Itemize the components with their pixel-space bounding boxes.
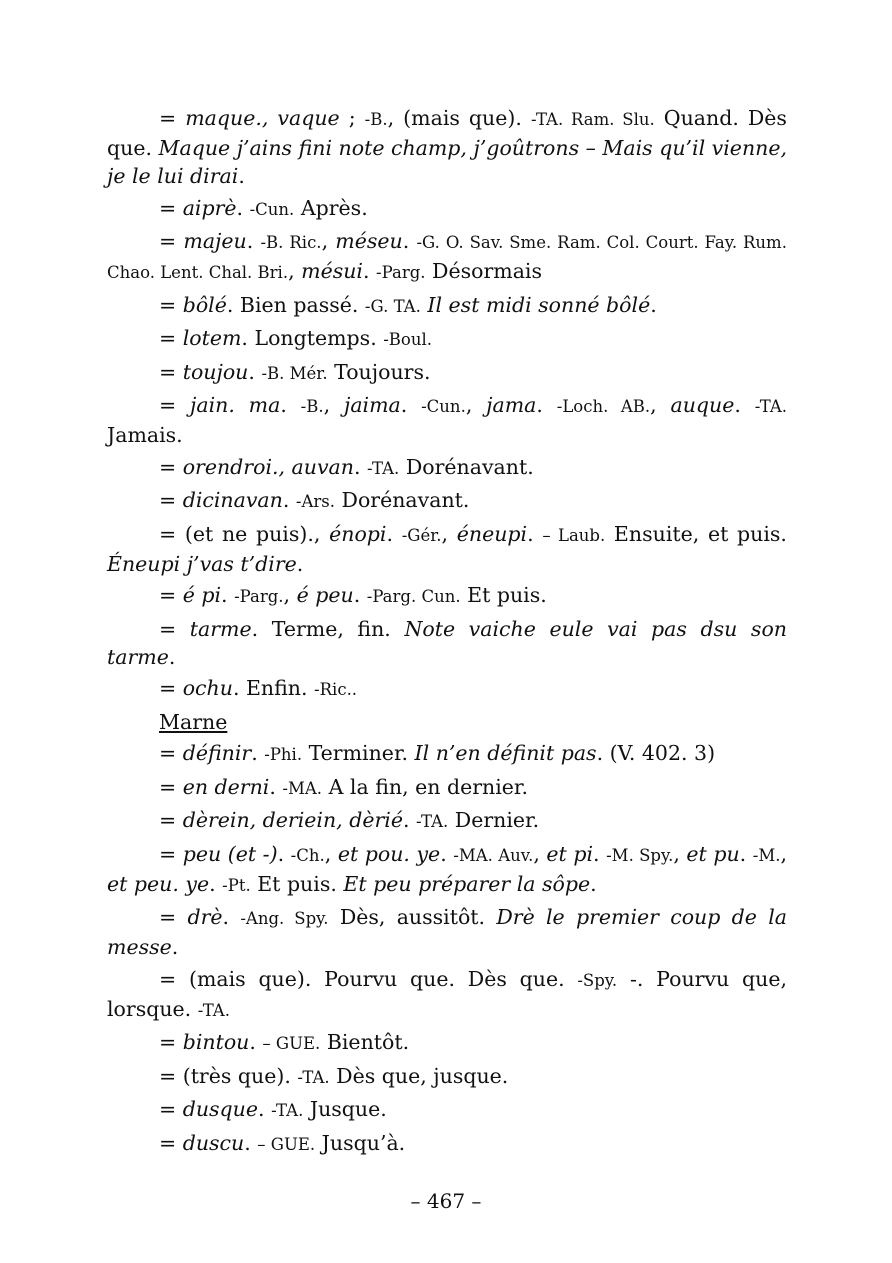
entry-text: Dernier. xyxy=(448,808,540,832)
dictionary-entry xyxy=(107,773,787,803)
italic-term: lotem xyxy=(182,326,242,350)
entry-text: = xyxy=(159,905,188,929)
entry-text: A la fin, en dernier. xyxy=(322,774,528,799)
entry-text: . Enfin. xyxy=(232,676,315,700)
entry-text: = xyxy=(159,1097,183,1121)
entry-text: = xyxy=(159,393,190,417)
source-abbreviation: -Spy. xyxy=(577,970,618,990)
dictionary-entry xyxy=(107,227,787,287)
entry-text: = xyxy=(159,359,183,384)
source-abbreviation: -TA. xyxy=(197,1000,230,1020)
source-abbreviation: -Cun. xyxy=(249,199,295,219)
italic-term: énopi xyxy=(329,521,387,546)
source-abbreviation: -G. O. Sav. Sme. Ram. Col. Court. Fay. Rum. Chao. Lent. Chal. Bri. xyxy=(107,233,787,282)
italic-term: drè xyxy=(187,905,223,929)
entry-text: ; xyxy=(339,106,365,130)
entry-text: . xyxy=(251,741,265,765)
entry-text: . xyxy=(258,1097,272,1121)
source-abbreviation: -Parg. Cun. xyxy=(366,587,461,606)
dictionary-entry xyxy=(107,965,787,1025)
italic-term: jama xyxy=(486,393,537,417)
italic-term: é pi xyxy=(182,583,222,607)
entry-text: . xyxy=(282,488,296,512)
dictionary-entry xyxy=(107,104,787,190)
italic-term: é peu xyxy=(296,583,354,607)
source-abbreviation: – GUE. xyxy=(262,1034,321,1053)
entry-text: . Bien passé. xyxy=(226,292,365,317)
source-abbreviation: -TA. xyxy=(271,1101,304,1120)
entry-text: . xyxy=(244,1130,258,1155)
italic-term: Éneupi j’vas t’dire xyxy=(107,551,297,576)
entry-text: Bientôt. xyxy=(320,1030,410,1054)
entry-text: . xyxy=(171,935,179,959)
entry-text: . xyxy=(277,841,291,866)
dictionary-entry xyxy=(107,324,787,354)
dictionary-entry xyxy=(107,194,787,224)
source-abbreviation: -TA. xyxy=(416,812,449,831)
entry-text: = xyxy=(159,229,184,253)
entry-text: = xyxy=(159,616,190,641)
italic-term: duscu xyxy=(182,1130,245,1155)
entry-text: Dès, aussitôt. xyxy=(328,905,497,929)
italic-term: méseu xyxy=(335,229,403,253)
source-abbreviation: -MA. xyxy=(282,778,323,798)
dictionary-entry xyxy=(107,1095,787,1125)
source-abbreviation: -Ars. xyxy=(295,492,335,511)
entry-text: . xyxy=(221,583,235,607)
entry-text: = xyxy=(159,195,183,220)
dictionary-entry xyxy=(107,674,787,704)
entry-text: , xyxy=(780,841,787,866)
page-number: – 467 – xyxy=(410,1189,482,1213)
italic-term: en derni xyxy=(182,774,270,799)
italic-term: Il est midi sonné bôlé xyxy=(427,292,651,317)
entry-text: . xyxy=(402,808,417,832)
source-abbreviation: – Laub. xyxy=(542,525,606,545)
source-abbreviation: -TA. Ram. Slu. xyxy=(530,110,655,129)
entry-text: , xyxy=(324,841,338,866)
entry-text: , xyxy=(288,259,302,283)
italic-term: Il n’en définit pas xyxy=(414,741,597,765)
dictionary-entry xyxy=(107,903,787,961)
entry-text: . xyxy=(590,871,597,896)
italic-term: ochu xyxy=(182,676,233,700)
dictionary-entry xyxy=(107,291,787,321)
entry-text: . xyxy=(168,644,176,669)
entry-text: Toujours. xyxy=(327,359,431,384)
entry-text: . xyxy=(246,229,261,253)
dictionary-entry xyxy=(107,840,787,900)
italic-term: jaima xyxy=(343,393,401,417)
source-abbreviation: -Pt. xyxy=(222,875,251,895)
source-abbreviation: -Phi. xyxy=(264,745,303,764)
italic-term: tarme xyxy=(189,616,252,641)
italic-term: Note vaiche eule vai pas dsu son tarme xyxy=(107,616,787,669)
source-abbreviation: -M. xyxy=(752,845,781,865)
italic-term: mésui xyxy=(301,259,363,283)
dictionary-entry xyxy=(107,1062,787,1092)
entry-text: . xyxy=(296,551,304,576)
entry-text: , xyxy=(323,393,344,417)
dictionary-entry xyxy=(107,581,787,611)
entry-text: . xyxy=(353,454,368,479)
italic-term: jain. ma xyxy=(190,393,281,417)
italic-term: et pu xyxy=(686,841,740,866)
dictionary-entry xyxy=(107,1129,787,1159)
entry-text: . xyxy=(527,521,543,546)
source-abbreviation: -TA. xyxy=(367,458,400,478)
entry-text: . xyxy=(238,164,245,188)
entry-text: . (V. 402. 3) xyxy=(596,741,716,765)
entry-text: , xyxy=(465,393,487,417)
source-abbreviation: -Ch. xyxy=(290,845,325,865)
entry-text: . xyxy=(249,1030,263,1054)
entry-text: = xyxy=(159,292,183,317)
italic-term: définir xyxy=(182,741,252,765)
entry-text: Jamais. xyxy=(107,423,183,447)
dictionary-entry xyxy=(107,1028,787,1058)
dictionary-entry xyxy=(107,486,787,516)
italic-term: toujou xyxy=(182,359,249,384)
source-abbreviation: -B. Ric. xyxy=(260,233,322,252)
source-abbreviation: -B. xyxy=(364,110,388,129)
source-abbreviation: -Ang. Spy. xyxy=(240,909,329,928)
entry-text: = xyxy=(159,676,183,700)
source-abbreviation: -TA. xyxy=(754,397,787,416)
italic-term: peu (et -) xyxy=(182,841,278,866)
italic-term: bôlé xyxy=(182,292,227,317)
entry-text: = xyxy=(159,841,183,866)
entry-text: , xyxy=(673,841,687,866)
source-abbreviation: -MA. Auv. xyxy=(453,845,534,865)
entry-text: . xyxy=(269,774,283,799)
dictionary-entry xyxy=(107,453,787,483)
entry-text: Après. xyxy=(294,195,368,220)
entry-text: . xyxy=(650,292,657,317)
dictionary-entry xyxy=(107,739,787,769)
entry-text: . xyxy=(402,229,417,253)
italic-term: majeu xyxy=(183,229,247,253)
entry-text: = xyxy=(159,774,183,799)
source-abbreviation: -G. TA. xyxy=(364,296,421,316)
source-abbreviation: -Gér. xyxy=(401,525,442,545)
entry-text: = xyxy=(159,488,183,512)
italic-term: Maque j’ains fini note champ, j’goûtrons – Mais qu’il vienne, je le lui dirai xyxy=(107,136,787,188)
entry-text: , xyxy=(533,841,547,866)
entry-text: = xyxy=(159,454,183,479)
entry-text: = xyxy=(159,326,183,350)
entry-text: . xyxy=(248,359,262,384)
italic-term: orendroi., auvan xyxy=(182,454,354,479)
section-heading: Marne xyxy=(159,709,228,734)
entry-text: = xyxy=(159,583,183,607)
entry-text: Jusqu’à. xyxy=(315,1130,406,1155)
italic-term: et peu. ye xyxy=(107,871,210,896)
dictionary-entry xyxy=(107,615,787,671)
source-abbreviation: -M. Spy. xyxy=(606,845,674,865)
source-abbreviation: -Boul. xyxy=(383,330,433,349)
source-abbreviation: -Parg. xyxy=(234,587,284,606)
entry-text: = (mais que). Pourvu que. Dès que. xyxy=(159,966,578,991)
entry-text: . xyxy=(353,583,367,607)
dictionary-entry xyxy=(107,358,787,388)
entry-text: , xyxy=(283,583,297,607)
italic-term: Et peu préparer la sôpe xyxy=(343,871,591,896)
italic-term: Drè le premier coup de la messe xyxy=(107,905,787,959)
italic-term: bintou xyxy=(182,1030,250,1054)
entry-text: = (très que). xyxy=(159,1063,298,1088)
entry-text: -. Pourvu que, lorsque. xyxy=(107,966,787,1021)
source-abbreviation: -TA. xyxy=(297,1067,330,1087)
dictionary-entry xyxy=(107,806,787,836)
entry-text: . xyxy=(536,393,557,417)
italic-term: et pou. ye xyxy=(337,841,441,866)
entry-text: , (mais que). xyxy=(387,106,531,130)
entry-text: = xyxy=(159,1130,183,1155)
entry-text: = xyxy=(159,741,183,765)
entry-text: . xyxy=(734,393,755,417)
entry-text: , xyxy=(441,521,457,546)
entry-text: = xyxy=(159,1030,183,1054)
italic-term: maque., vaque xyxy=(185,106,340,130)
source-abbreviation: -Cun. xyxy=(421,397,466,416)
entry-text: . xyxy=(400,393,422,417)
entry-text: . Longtemps. xyxy=(241,326,384,350)
source-abbreviation: – GUE. xyxy=(257,1134,316,1154)
entry-text: Désormais xyxy=(425,259,542,283)
italic-term: auque xyxy=(670,393,735,417)
dictionary-entry xyxy=(107,520,787,578)
source-abbreviation: -B. Mér. xyxy=(261,363,328,383)
italic-term: aiprè xyxy=(182,195,237,220)
entry-text: . xyxy=(280,393,301,417)
source-abbreviation: -Parg. xyxy=(376,263,426,282)
entry-text: = xyxy=(159,106,186,130)
entry-text: , xyxy=(650,393,671,417)
italic-term: dicinavan xyxy=(182,488,283,512)
italic-term: éneupi xyxy=(456,521,528,546)
italic-term: et pi xyxy=(546,841,594,866)
italic-term: dusque xyxy=(182,1097,259,1121)
entry-text: Et puis. xyxy=(250,871,344,896)
entry-text: Jusque. xyxy=(303,1097,387,1121)
entry-text: Et puis. xyxy=(460,583,547,607)
source-abbreviation: -Ric.. xyxy=(314,680,358,699)
entry-text: . xyxy=(593,841,607,866)
entry-text: . xyxy=(222,905,241,929)
dictionary-entry xyxy=(107,391,787,449)
dictionary-page xyxy=(107,104,787,1162)
entry-text: . xyxy=(386,521,402,546)
entry-text: . xyxy=(209,871,223,896)
italic-term: dèrein, deriein, dèrié xyxy=(182,808,403,832)
entry-text: , xyxy=(321,229,336,253)
entry-text: . xyxy=(236,195,250,220)
entry-text: Terminer. xyxy=(302,741,415,765)
entry-text: Dorénavant. xyxy=(399,454,534,479)
entry-text: . xyxy=(739,841,753,866)
source-abbreviation: -B. xyxy=(300,397,324,416)
source-abbreviation: -Loch. AB. xyxy=(556,397,651,416)
entry-text: . xyxy=(363,259,377,283)
entry-text: . Terme, fin. xyxy=(251,616,405,641)
entry-text: . xyxy=(440,841,454,866)
entry-text: = xyxy=(159,808,183,832)
entry-text: Ensuite, et puis. xyxy=(605,521,787,546)
entry-text: = (et ne puis)., xyxy=(159,521,330,546)
entry-text: Dorénavant. xyxy=(335,488,470,512)
entry-text: Dès que, jusque. xyxy=(329,1063,509,1088)
entry-text: Quand. Dès que. xyxy=(107,106,787,160)
